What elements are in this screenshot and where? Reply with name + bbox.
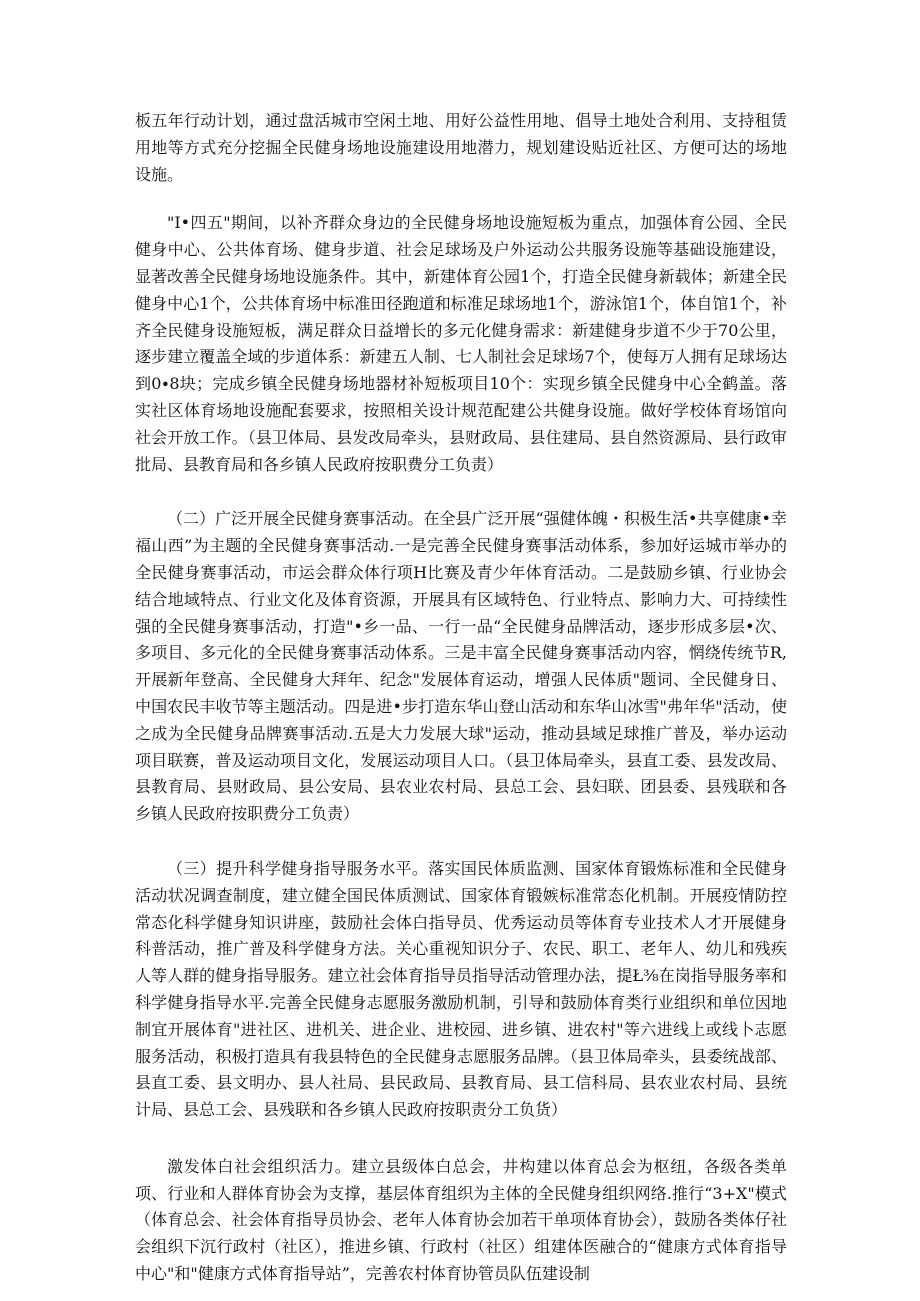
paragraph-14th-five-year-plan: "I•四五"期间，以补齐群众身边的全民健身场地设施短板为重点，加强体育公园、全民健身中心、公共体育场、健身步道、社会足球场及户外运动公共服务设施等基础设施建设，显著改善全民健身场地设施条件。其中，新建体育公园1个，打造全民健身新载体；新建全民健身中心1个，公共体育场中标准田径跑道和标准足球场地1个，游泳馆1个，体自馆1个，补齐全民健身设施短板，满足群众日益增长的多元化健身需求：新建健身步道不少于70公里，逐步建立覆盖全域的步道体系：新建五人制、七人制社会足球场7个，使每万人拥有足球场达到0∙8块；完成乡镇全民健身场地器材补短板项目10个：实现乡镇全民健身中心全鹤盖。落实社区体育场地设施配套要求，按照相关设计规范配建公共健身设施。做好学校体育场馆向社会开放工作。（县卫体局、县发改局牵头，县财政局、县住建局、县自然资源局、县行政审批局、县教育局和各乡镇人民政府按职费分工负责） — [135, 213, 787, 474]
document-page — [135, 108, 787, 1288]
paragraph-social-organizations: 激发体白社会组织活力。建立县级体白总会，井构建以体育总会为枢纽，各级各类单项、行业和人群体育协会为支撑，基层体育组织为主体的全民健身组织网络.推行“3+X"模式（体育总会、社会体育指导员协会、老年人体育协会加若干单项体育协会），鼓励各类体仔社会组织下沉行政村（社区），推进乡镇、行政村（社区）组建体医融合的“健康方式体育指导中心"和"健康方式体育指导站”，完善农村体育协管员队伍建设制 — [135, 1156, 787, 1284]
paragraph-fitness-events: （二）广泛开展全民健身赛事活动。在全县广泛开展“强健体魄・积极生活•共享健康•幸福山西”为主题的全民健身赛事活动.一是完善全民健身赛事活动体系，参加好运城市举办的全民健身赛事活动，市运会群众体行项H比赛及青少年体育活动。二是鼓励乡镇、行业协会结合地域特点、行业文化及体育资源，开展具有区域特色、行业特点、影响力大、可持续性强的全民健身赛事活动，打造"•乡一品、一行一品“全民健身品牌活动，逐步形成多层•次、多项目、多元化的全民健身赛事活动体系。三是丰富全民健身赛事活动内容，惘绕传统节R,开展新年登高、全民健身大拜年、纪念"发展体育运动，增强人民体质"题词、全民健身日、中国农民丰收节等主题活动。四是进•步打造东华山登山活动和东华山冰雪"弗年华"活动，使之成为全民健身品牌赛事活动.五是大力发展大球"运动，推动县域足球推广普及，举办运动项目联赛，普及运动项目文化，发展运动项目人口。（县卫体局牵头，县直工委、县发改局、县教育局、县财政局、县公安局、县农业农村局、县总工会、县妇联、团县委、县残联和各乡镇人民政府按职费分工负责） — [135, 509, 787, 824]
paragraph-site-facilities: 板五年行动计划，通过盘活城市空闲土地、用好公益性用地、倡导土地处合利用、支持租赁用地等方式充分挖掘全民健身场地设施建设用地潜力，规划建设贴近社区、方便可达的场地设施。 — [135, 111, 787, 184]
paragraph-scientific-guidance: （三）提升科学健身指导服务水平。落实国民体质监测、国家体育锻炼标准和全民健身活动状况调查制度，建立健全国民体质测试、国家体育锻嫉标准常态化机制。开展疫情防控常态化科学健身知识讲座，鼓励社会体白指导员、优秀运动员等体育专业技术人才开展健身科普活动，推广普及科学健身方法。关心重视知识分子、农民、职工、老年人、幼儿和残疾人等人群的健身指导服务。建立社会体育指导员指导活动管理办法，提Ł⅜在岗指导服务率和科学健身指导水平.完善全民健身志愿服务激励机制，引导和鼓励体育类行业组织和单位因地制宜开展体育"进社区、进机关、进企业、进校园、进乡镇、进农村"等六进线上或线卜志愿服务活动，积极打造具有我县特色的全民健身志愿服务品牌。（县卫体局牵头，县委统战部、县直工委、县文明办、县人社局、县民政局、县教育局、县工信科局、县农业农村局、县统计局、县总工会、县残联和各乡镇人民政府按职责分工负货） — [135, 858, 787, 1120]
